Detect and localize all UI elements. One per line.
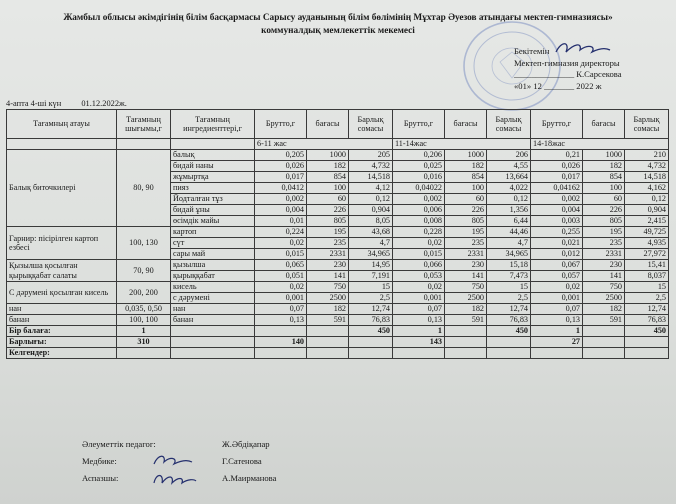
cell-value: 0,066 xyxy=(393,260,445,271)
cell-value: 235 xyxy=(307,238,349,249)
ingredient-name: сүт xyxy=(171,238,255,249)
cell-value: 235 xyxy=(445,238,487,249)
cell-value: 12,74 xyxy=(625,304,669,315)
ingredient-name: Йодталған тұз xyxy=(171,194,255,205)
per-child-total-2: 450 xyxy=(487,326,531,337)
summary-cell xyxy=(487,348,531,359)
cell-value: 0,004 xyxy=(531,205,583,216)
cell-value: 1000 xyxy=(445,150,487,161)
cell-value: 14,518 xyxy=(625,172,669,183)
ingredient-name: банан xyxy=(171,315,255,326)
age-group-11-14: 11-14жас xyxy=(393,139,531,150)
cell-value: 15,41 xyxy=(625,260,669,271)
cell-value: 13,664 xyxy=(487,172,531,183)
total-row xyxy=(7,337,669,348)
title-line-1: Жамбыл облысы әкімдігінің білім басқармасы Сарысу ауданының білім бөлімінің Мұхтар Әуезов атындағы мектеп-гимназиясы» xyxy=(63,13,613,23)
total-count-3: 27 xyxy=(531,337,583,348)
cell-value: 76,83 xyxy=(487,315,531,326)
cell-value: 0,065 xyxy=(255,260,307,271)
ingredient-name: бидай ұны xyxy=(171,205,255,216)
dish-yield: 80, 90 xyxy=(117,150,171,227)
header-brutto: Брутто,г xyxy=(255,110,307,139)
cell-value: 0,015 xyxy=(393,249,445,260)
cell-value: 60 xyxy=(307,194,349,205)
cell-value: 195 xyxy=(583,227,625,238)
table-row xyxy=(7,260,669,271)
cell-value: 15,18 xyxy=(487,260,531,271)
age-group-14-18: 14-18жас xyxy=(531,139,669,150)
cell-value: 235 xyxy=(583,238,625,249)
cell-value: 226 xyxy=(583,205,625,216)
title-line-2: коммуналдық мемлекеттік мекемесі xyxy=(261,26,415,36)
footer-role: Әлеуметтік педагог: xyxy=(82,439,156,449)
cell-value: 76,83 xyxy=(349,315,393,326)
cell-value: 0,904 xyxy=(349,205,393,216)
cell-value: 0,13 xyxy=(393,315,445,326)
footer-name: А.Маирманова xyxy=(222,473,277,483)
table-header-row xyxy=(7,110,669,139)
cell-value: 0,025 xyxy=(393,161,445,172)
arrived-row xyxy=(7,348,669,359)
dish-name: Гарнир: пісірілген картоп езбесі xyxy=(7,227,117,260)
summary-cell xyxy=(445,326,487,337)
cell-value: 750 xyxy=(307,282,349,293)
summary-cell xyxy=(583,326,625,337)
cell-value: 0,07 xyxy=(531,304,583,315)
cell-value: 2500 xyxy=(583,293,625,304)
cell-value: 141 xyxy=(445,271,487,282)
summary-cell xyxy=(583,348,625,359)
ingredient-name: бидай наны xyxy=(171,161,255,172)
cell-value: 1000 xyxy=(583,150,625,161)
cell-value: 591 xyxy=(445,315,487,326)
table-row xyxy=(7,282,669,293)
cell-value: 0,067 xyxy=(531,260,583,271)
document-title xyxy=(8,12,668,38)
cell-value: 0,021 xyxy=(531,238,583,249)
cell-value: 2500 xyxy=(307,293,349,304)
cell-value: 182 xyxy=(445,161,487,172)
ingredient-name: картоп xyxy=(171,227,255,238)
header-total: Барлық сомасы xyxy=(349,110,393,139)
ingredient-name: қызылша xyxy=(171,260,255,271)
cell-value: 7,473 xyxy=(487,271,531,282)
per-child-label: Бір балаға: xyxy=(7,326,117,337)
dish-name: нан xyxy=(7,304,117,315)
cell-value: 2331 xyxy=(307,249,349,260)
ingredient-name: с дәрумені xyxy=(171,293,255,304)
per-child-count-3: 1 xyxy=(531,326,583,337)
dish-yield: 100, 130 xyxy=(117,227,171,260)
cell-value: 6,44 xyxy=(487,216,531,227)
age-group-row xyxy=(7,139,669,150)
summary-cell xyxy=(307,326,349,337)
cell-value: 4,12 xyxy=(349,183,393,194)
age-group-6-11: 6-11 жас xyxy=(255,139,393,150)
summary-cell xyxy=(349,337,393,348)
cell-value: 12,74 xyxy=(487,304,531,315)
summary-cell xyxy=(171,326,255,337)
signatures-block xyxy=(82,436,276,487)
footer-row xyxy=(82,453,276,470)
summary-cell xyxy=(531,348,583,359)
cell-value: 0,04162 xyxy=(531,183,583,194)
total-yield: 310 xyxy=(117,337,171,348)
cell-value: 0,017 xyxy=(255,172,307,183)
cell-value: 0,07 xyxy=(255,304,307,315)
cell-value: 230 xyxy=(307,260,349,271)
cell-value: 0,07 xyxy=(393,304,445,315)
table-row xyxy=(7,150,669,161)
cell-value: 0,02 xyxy=(393,238,445,249)
cell-value: 0,02 xyxy=(255,282,307,293)
cell-value: 2,5 xyxy=(349,293,393,304)
cell-value: 750 xyxy=(445,282,487,293)
cell-value: 0,228 xyxy=(393,227,445,238)
ingredient-name: өсімдік майы xyxy=(171,216,255,227)
cell-value: 4,732 xyxy=(625,161,669,172)
cell-value: 591 xyxy=(583,315,625,326)
cell-value: 100 xyxy=(583,183,625,194)
date-line xyxy=(6,99,145,108)
dish-yield: 70, 90 xyxy=(117,260,171,282)
cell-value: 2331 xyxy=(445,249,487,260)
cell-value: 230 xyxy=(445,260,487,271)
cell-value: 205 xyxy=(349,150,393,161)
cell-value: 0,224 xyxy=(255,227,307,238)
cell-value: 4,935 xyxy=(625,238,669,249)
footer-row xyxy=(82,470,276,487)
cell-value: 34,965 xyxy=(349,249,393,260)
header-dish: Тағамның атауы xyxy=(7,110,117,139)
cell-value: 0,002 xyxy=(531,194,583,205)
cell-value: 0,12 xyxy=(625,194,669,205)
cell-value: 100 xyxy=(307,183,349,194)
cell-value: 141 xyxy=(307,271,349,282)
menu-table xyxy=(6,109,669,359)
cell-value: 854 xyxy=(445,172,487,183)
cell-value: 8,037 xyxy=(625,271,669,282)
cell-value: 182 xyxy=(583,304,625,315)
header-price: бағасы xyxy=(583,110,625,139)
summary-cell xyxy=(255,348,307,359)
cell-value: 76,83 xyxy=(625,315,669,326)
cell-value: 0,003 xyxy=(531,216,583,227)
header-price: бағасы xyxy=(445,110,487,139)
cell-value: 805 xyxy=(583,216,625,227)
cell-value: 34,965 xyxy=(487,249,531,260)
cell-value: 7,191 xyxy=(349,271,393,282)
summary-cell xyxy=(625,348,669,359)
summary-cell xyxy=(307,337,349,348)
cell-value: 195 xyxy=(445,227,487,238)
cell-value: 2,5 xyxy=(487,293,531,304)
cell-value: 0,051 xyxy=(255,271,307,282)
cell-value: 2500 xyxy=(445,293,487,304)
cell-value: 591 xyxy=(307,315,349,326)
cell-value: 15 xyxy=(625,282,669,293)
cell-value: 0,057 xyxy=(531,271,583,282)
dish-name: Балық биточкилері xyxy=(7,150,117,227)
cell-value: 0,012 xyxy=(531,249,583,260)
cell-value: 4,022 xyxy=(487,183,531,194)
table-row xyxy=(7,315,669,326)
cell-value: 2331 xyxy=(583,249,625,260)
cell-value: 0,13 xyxy=(255,315,307,326)
cell-value: 0,004 xyxy=(255,205,307,216)
cell-value: 0,02 xyxy=(531,282,583,293)
cell-value: 182 xyxy=(583,161,625,172)
summary-cell xyxy=(171,348,255,359)
cell-value: 226 xyxy=(307,205,349,216)
cell-value: 750 xyxy=(583,282,625,293)
cell-value: 0,255 xyxy=(531,227,583,238)
header-total: Барлық сомасы xyxy=(625,110,669,139)
per-child-total-1: 450 xyxy=(349,326,393,337)
header-total: Барлық сомасы xyxy=(487,110,531,139)
cell-value: 15 xyxy=(349,282,393,293)
total-label: Барлығы: xyxy=(7,337,117,348)
summary-cell xyxy=(349,348,393,359)
dish-yield: 200, 200 xyxy=(117,282,171,304)
ingredient-name: қырыққабат xyxy=(171,271,255,282)
cell-value: 182 xyxy=(445,304,487,315)
per-child-yield: 1 xyxy=(117,326,171,337)
cell-value: 49,725 xyxy=(625,227,669,238)
cell-value: 0,0412 xyxy=(255,183,307,194)
cell-value: 230 xyxy=(583,260,625,271)
cell-value: 8,05 xyxy=(349,216,393,227)
cell-value: 0,015 xyxy=(255,249,307,260)
cell-value: 210 xyxy=(625,150,669,161)
cell-value: 206 xyxy=(487,150,531,161)
approve-date: «01» 12 _______ 2022 ж xyxy=(514,80,602,91)
per-child-row xyxy=(7,326,669,337)
cell-value: 0,206 xyxy=(393,150,445,161)
cell-value: 0,13 xyxy=(531,315,583,326)
ingredient-name: жұмыртқа xyxy=(171,172,255,183)
cell-value: 12,74 xyxy=(349,304,393,315)
summary-cell xyxy=(487,337,531,348)
per-child-count-2: 1 xyxy=(393,326,445,337)
cell-value: 226 xyxy=(445,205,487,216)
cell-value: 43,68 xyxy=(349,227,393,238)
dish-name: банан xyxy=(7,315,117,326)
approve-director: ______________ К.Сарсекова xyxy=(514,69,622,79)
summary-cell xyxy=(625,337,669,348)
summary-cell xyxy=(255,326,307,337)
cell-value: 0,001 xyxy=(393,293,445,304)
cell-value: 182 xyxy=(307,161,349,172)
cell-value: 0,02 xyxy=(393,282,445,293)
ingredient-name: сары май xyxy=(171,249,255,260)
table-row xyxy=(7,304,669,315)
cell-value: 4,732 xyxy=(349,161,393,172)
summary-cell xyxy=(393,348,445,359)
cell-value: 0,001 xyxy=(531,293,583,304)
cell-value: 4,7 xyxy=(487,238,531,249)
cell-value: 854 xyxy=(583,172,625,183)
cell-value: 60 xyxy=(445,194,487,205)
cell-value: 15 xyxy=(487,282,531,293)
cell-value: 0,12 xyxy=(487,194,531,205)
header-ingredients: Тағамның ингредиенттері,г xyxy=(171,110,255,139)
week-day: 4-апта 4-ші күн xyxy=(6,99,62,108)
cell-value: 0,017 xyxy=(531,172,583,183)
footer-role: Аспазшы: xyxy=(82,473,119,483)
director-signature xyxy=(552,38,612,60)
footer-name: Г.Сатенова xyxy=(222,456,262,466)
cell-value: 100 xyxy=(445,183,487,194)
cell-value: 4,7 xyxy=(349,238,393,249)
cell-value: 14,518 xyxy=(349,172,393,183)
total-count-2: 143 xyxy=(393,337,445,348)
cell-value: 0,006 xyxy=(393,205,445,216)
header-yield: Тағамның шығымы,г xyxy=(117,110,171,139)
cell-value: 0,12 xyxy=(349,194,393,205)
cell-value: 0,002 xyxy=(393,194,445,205)
menu-date: 01.12.2022ж. xyxy=(81,99,127,108)
footer-role: Медбике: xyxy=(82,456,117,466)
header-brutto: Брутто,г xyxy=(531,110,583,139)
cell-value: 0,016 xyxy=(393,172,445,183)
ingredient-name: балық xyxy=(171,150,255,161)
arrived-label: Келгендер: xyxy=(7,348,117,359)
total-count-1: 140 xyxy=(255,337,307,348)
cell-value: 0,026 xyxy=(531,161,583,172)
cell-value: 805 xyxy=(445,216,487,227)
summary-cell xyxy=(445,348,487,359)
dish-name: Қызылша қосылған қырыққабат салаты xyxy=(7,260,117,282)
approve-position: Мектеп-гимназия директоры xyxy=(514,57,620,68)
cell-value: 195 xyxy=(307,227,349,238)
cell-value: 0,001 xyxy=(255,293,307,304)
cell-value: 0,205 xyxy=(255,150,307,161)
cell-value: 2,5 xyxy=(625,293,669,304)
summary-cell xyxy=(307,348,349,359)
cell-value: 14,95 xyxy=(349,260,393,271)
ingredient-name: пияз xyxy=(171,183,255,194)
summary-cell xyxy=(583,337,625,348)
cell-value: 182 xyxy=(307,304,349,315)
cell-value: 0,053 xyxy=(393,271,445,282)
cell-value: 0,002 xyxy=(255,194,307,205)
cell-value: 141 xyxy=(583,271,625,282)
cell-value: 2,415 xyxy=(625,216,669,227)
cell-value: 4,55 xyxy=(487,161,531,172)
dish-yield: 0,035, 0,50 xyxy=(117,304,171,315)
footer-name: Ж.Әбдіқапар xyxy=(222,439,270,449)
approve-label: Бекітемін xyxy=(514,46,550,56)
cell-value: 0,904 xyxy=(625,205,669,216)
footer-row xyxy=(82,436,276,453)
table-row xyxy=(7,227,669,238)
summary-cell xyxy=(117,348,171,359)
cell-value: 1000 xyxy=(307,150,349,161)
cell-value: 0,04022 xyxy=(393,183,445,194)
summary-cell xyxy=(445,337,487,348)
cell-value: 854 xyxy=(307,172,349,183)
header-brutto: Брутто,г xyxy=(393,110,445,139)
ingredient-name: нан xyxy=(171,304,255,315)
cell-value: 0,21 xyxy=(531,150,583,161)
cell-value: 44,46 xyxy=(487,227,531,238)
dish-yield: 100, 100 xyxy=(117,315,171,326)
header-price: бағасы xyxy=(307,110,349,139)
dish-name: С дәрумені қосылған кисель xyxy=(7,282,117,304)
per-child-total-3: 450 xyxy=(625,326,669,337)
summary-cell xyxy=(171,337,255,348)
cell-value: 60 xyxy=(583,194,625,205)
cell-value: 0,026 xyxy=(255,161,307,172)
cell-value: 1,356 xyxy=(487,205,531,216)
cell-value: 27,972 xyxy=(625,249,669,260)
cell-value: 4,162 xyxy=(625,183,669,194)
cell-value: 0,02 xyxy=(255,238,307,249)
cell-value: 0,01 xyxy=(255,216,307,227)
cell-value: 0,008 xyxy=(393,216,445,227)
ingredient-name: кисель xyxy=(171,282,255,293)
cell-value: 805 xyxy=(307,216,349,227)
